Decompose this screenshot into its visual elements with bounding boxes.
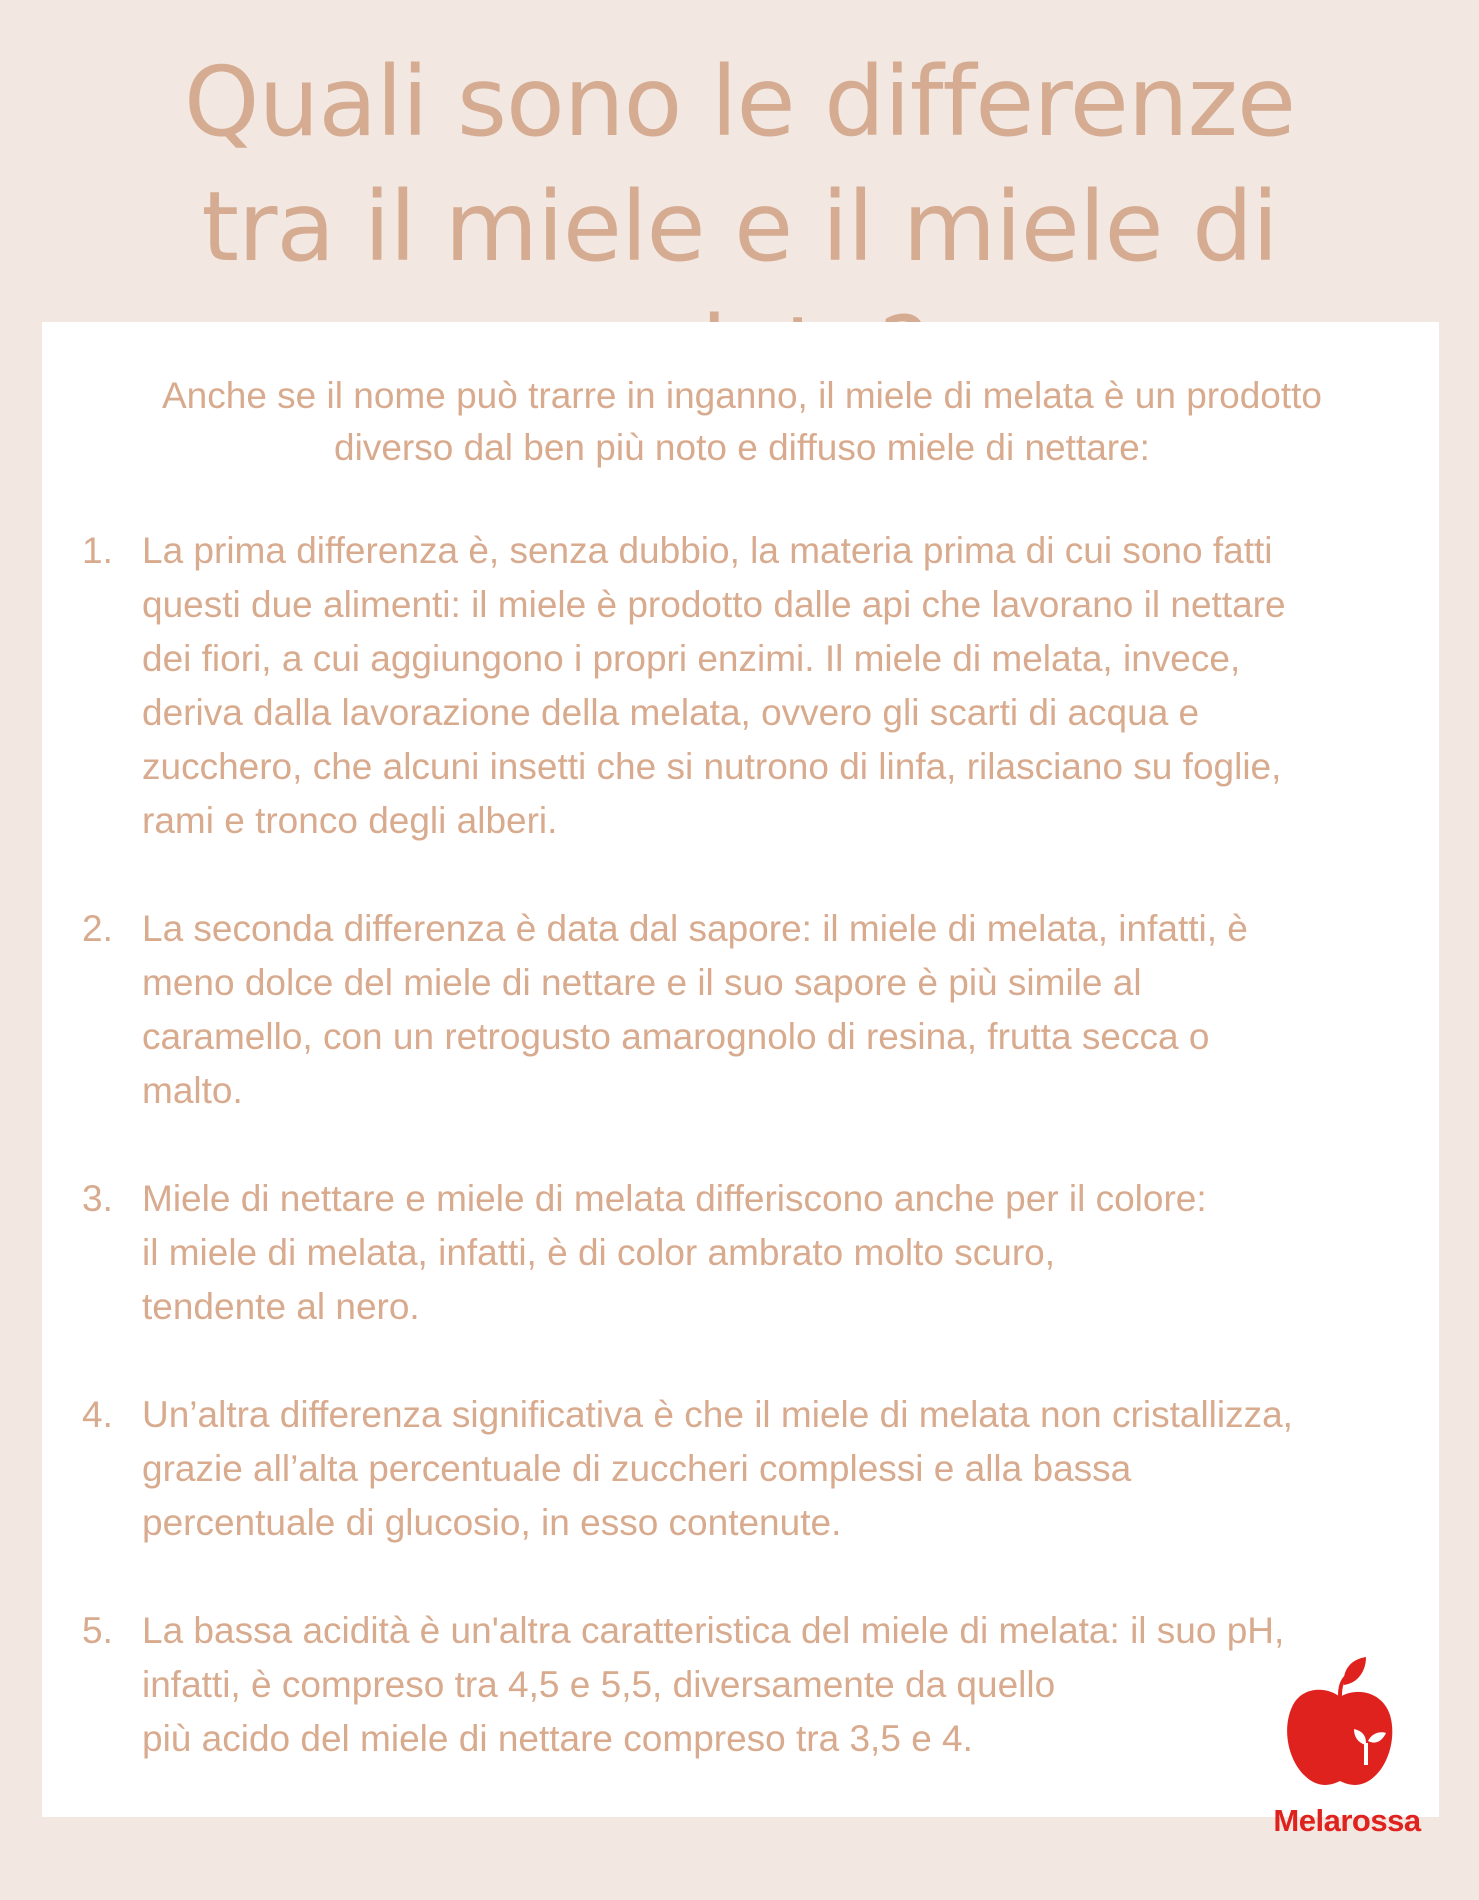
content-card — [42, 322, 1439, 1817]
item-line: Un’altra differenza significativa è che il miele di melata non cristallizza, — [142, 1394, 1293, 1435]
brand-logo[interactable] — [1262, 1655, 1432, 1875]
list-item — [82, 902, 1402, 1118]
item-line: questi due alimenti: il miele è prodotto dalle api che lavorano il nettare — [142, 584, 1286, 625]
item-text — [142, 1604, 1402, 1766]
apple-icon — [1282, 1655, 1402, 1795]
item-line: il miele di melata, infatti, è di color ambrato molto scuro, — [142, 1232, 1056, 1273]
item-line: malto. — [142, 1070, 243, 1111]
intro-paragraph — [112, 370, 1372, 474]
item-line: rami e tronco degli alberi. — [142, 800, 558, 841]
item-number: 2. — [82, 908, 113, 949]
item-line: infatti, è compreso tra 4,5 e 5,5, diversamente da quello — [142, 1664, 1056, 1705]
intro-line-2: diverso dal ben più noto e diffuso miele di nettare: — [334, 427, 1150, 468]
item-text — [142, 902, 1402, 1118]
item-text — [142, 1388, 1402, 1550]
item-line: Miele di nettare e miele di melata differiscono anche per il colore: — [142, 1178, 1207, 1219]
item-text — [142, 524, 1402, 848]
intro-line-1: Anche se il nome può trarre in inganno, il miele di melata è un prodotto — [161, 375, 1322, 416]
item-line: dei fiori, a cui aggiungono i propri enzimi. Il miele di melata, invece, — [142, 638, 1241, 679]
item-line: deriva dalla lavorazione della melata, ovvero gli scarti di acqua e — [142, 692, 1200, 733]
item-line: tendente al nero. — [142, 1286, 420, 1327]
item-line: La seconda differenza è data dal sapore: il miele di melata, infatti, è — [142, 908, 1248, 949]
item-line: meno dolce del miele di nettare e il suo sapore è più simile al — [142, 962, 1142, 1003]
brand-name: Melarossa — [1273, 1803, 1421, 1838]
item-line: La bassa acidità è un'altra caratteristica del miele di melata: il suo pH, — [142, 1610, 1285, 1651]
item-line: La prima differenza è, senza dubbio, la materia prima di cui sono fatti — [142, 530, 1273, 571]
list-item — [82, 524, 1402, 848]
item-number: 3. — [82, 1178, 113, 1219]
differences-list — [82, 524, 1402, 1820]
list-item — [82, 1388, 1402, 1550]
item-line: più acido del miele di nettare compreso tra 3,5 e 4. — [142, 1718, 973, 1759]
title-line-1: Quali sono le differenze — [183, 46, 1296, 158]
title-line-2: tra il miele e il miele di — [201, 171, 1278, 283]
item-line: grazie all’alta percentuale di zuccheri complessi e alla bassa — [142, 1448, 1132, 1489]
item-line: percentuale di glucosio, in esso contenute. — [142, 1502, 842, 1543]
item-number: 4. — [82, 1394, 113, 1435]
item-line: caramello, con un retrogusto amarognolo di resina, frutta secca o — [142, 1016, 1210, 1057]
item-line: zucchero, che alcuni insetti che si nutrono di linfa, rilasciano su foglie, — [142, 746, 1282, 787]
list-item — [82, 1604, 1402, 1766]
item-text — [142, 1172, 1402, 1334]
list-item — [82, 1172, 1402, 1334]
item-number: 5. — [82, 1610, 113, 1651]
item-number: 1. — [82, 530, 113, 571]
